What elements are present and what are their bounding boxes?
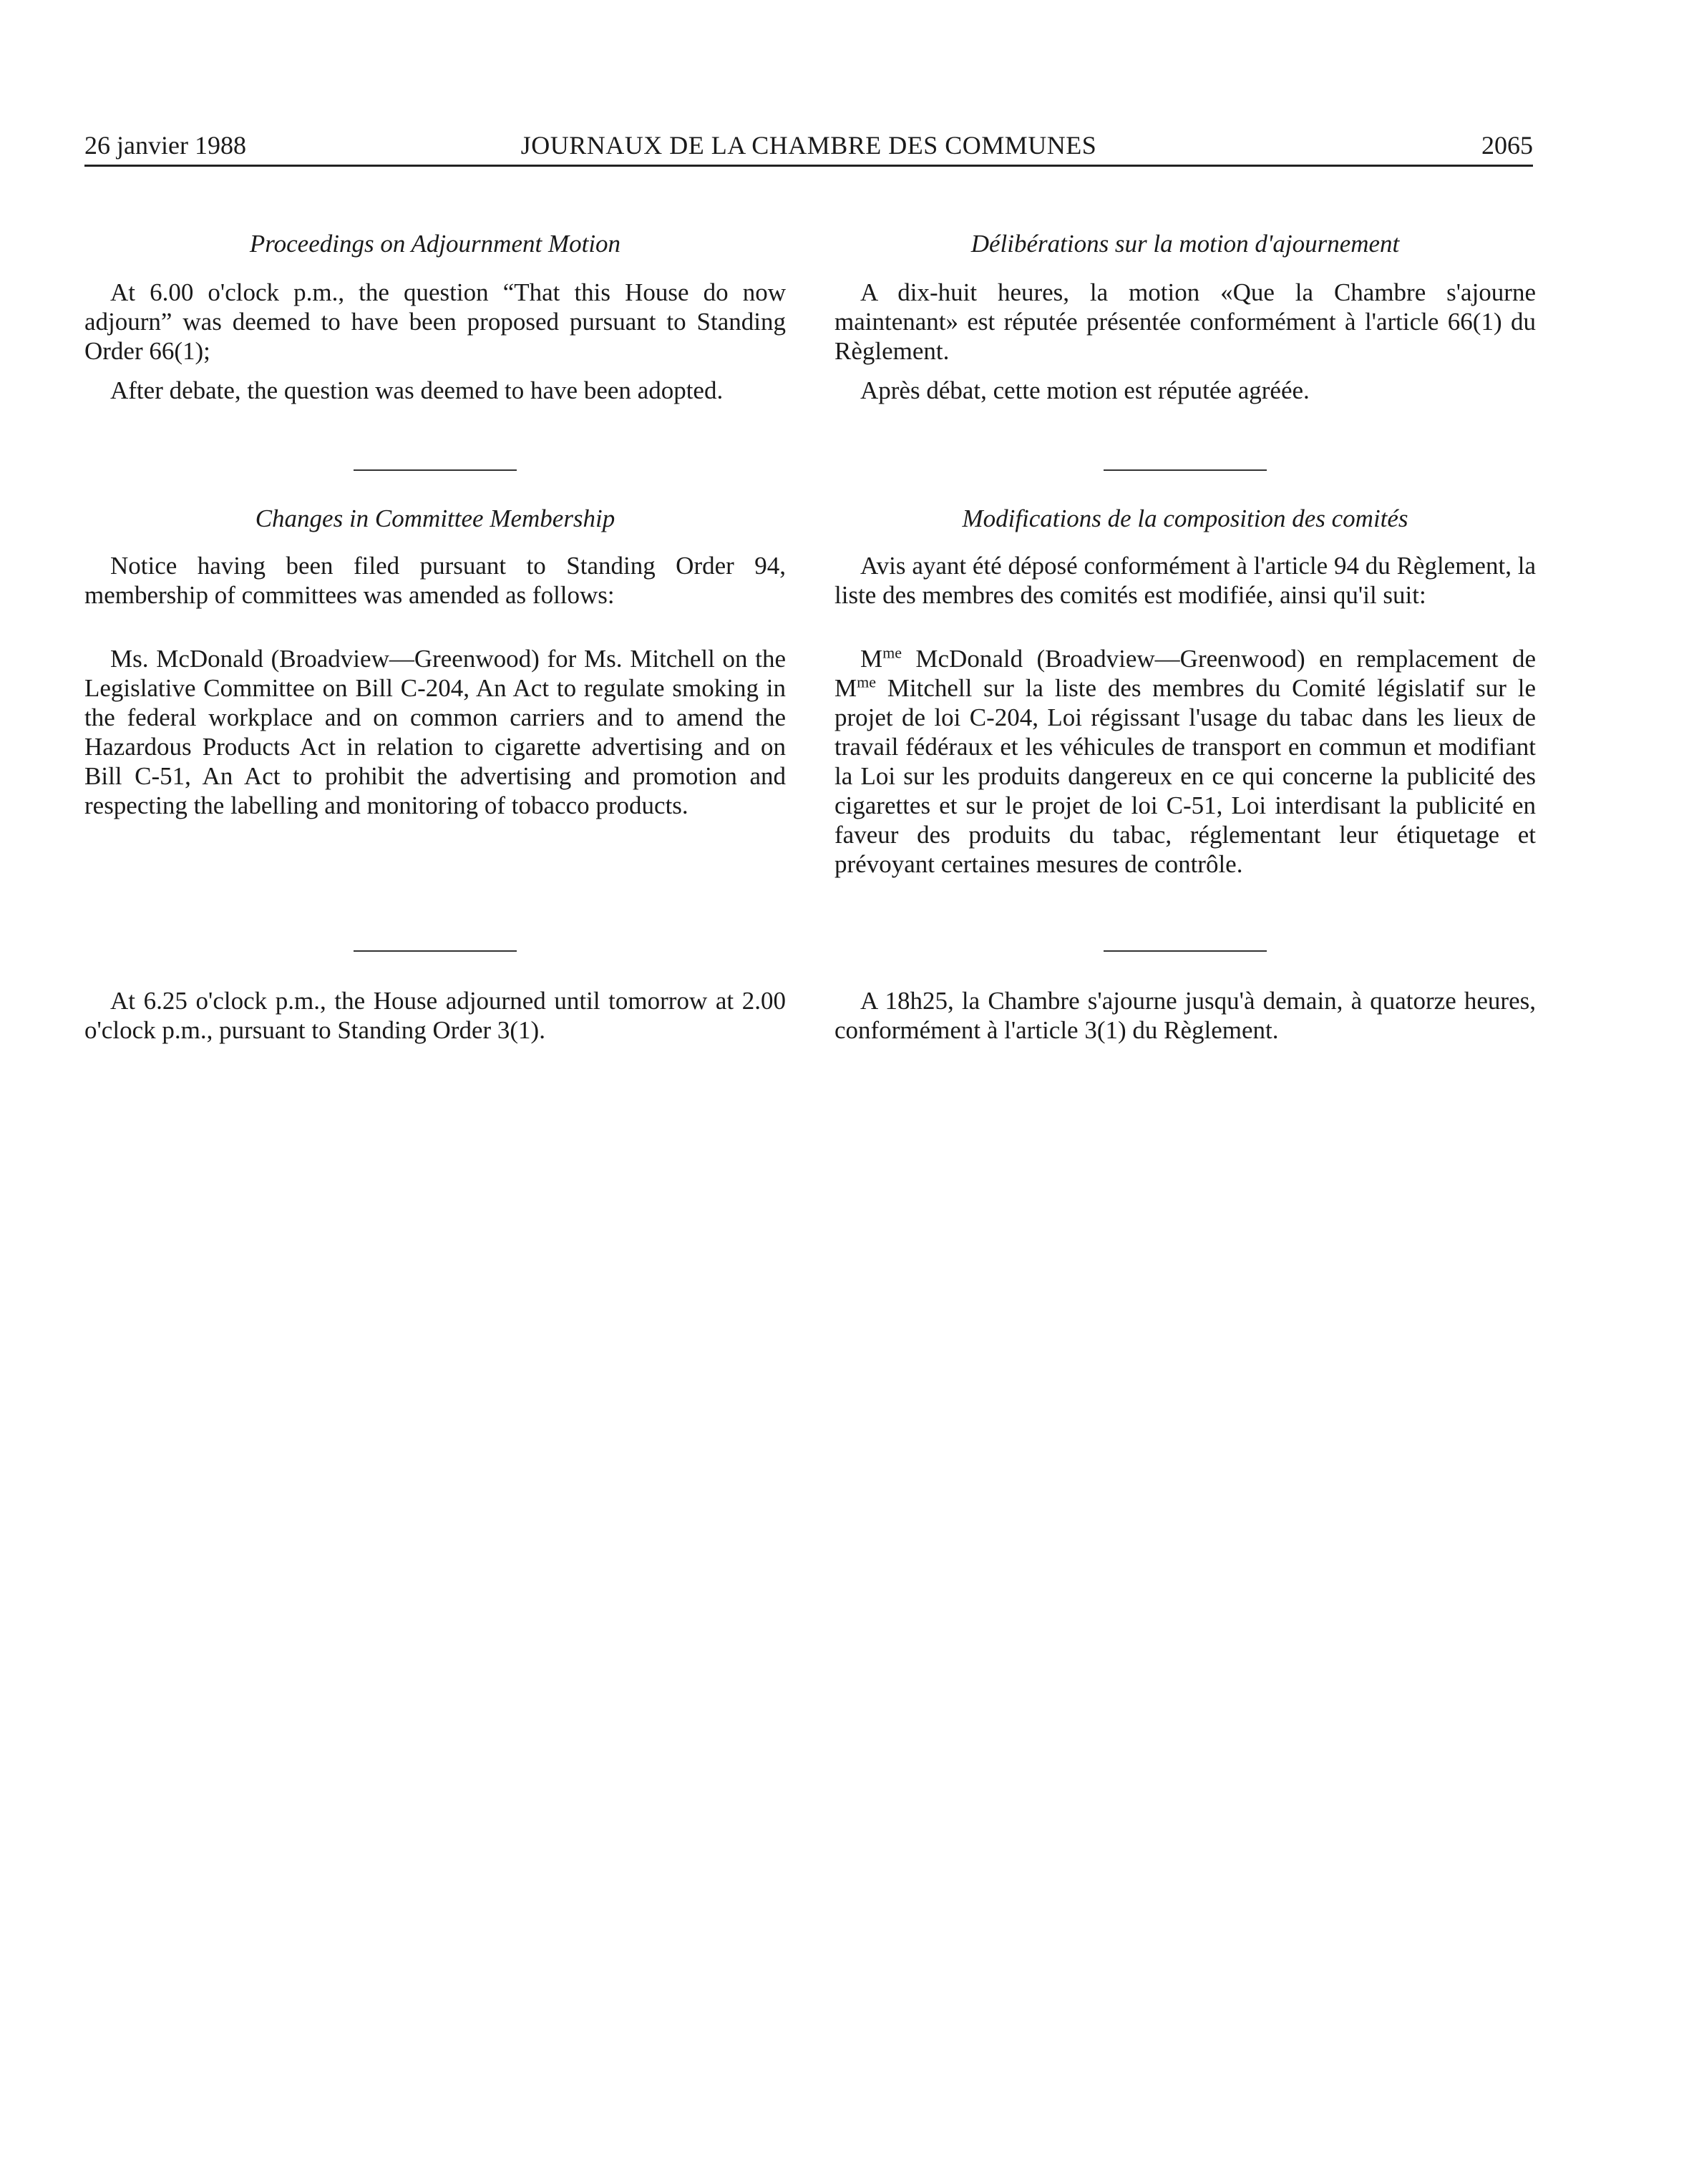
committee-detail-fr [834, 644, 1536, 889]
madame-superscript-1: me [882, 643, 902, 662]
committee-section-en [84, 551, 786, 620]
adjournment-section-fr [834, 278, 1536, 415]
closing-paragraph-en: At 6.25 o'clock p.m., the House adjourned until tomorrow at 2.00 o'clock p.m., pursuant to Standing Order 3(1). [84, 987, 786, 1044]
section-divider-fr-2 [1104, 950, 1267, 952]
committee-text-part-2-fr: Mitchell sur la liste des membres du Comité législatif sur le projet de loi C-204, Loi régissant l'usage du tabac dans les lieux de travail fédéraux et les véhicules de transport en commun et modifiant la Loi sur les produits dangereux en ce qui concerne la publicité des cigarettes et sur le projet de loi C-51, Loi interdisant la publicité en faveur des produits du tabac, réglementant leur étiquetage et prévoyant certaines mesures de contrôle. [834, 674, 1536, 878]
adjournment-heading-fr: Délibérations sur la motion d'ajournement [970, 230, 1400, 258]
closing-section-fr [834, 986, 1536, 1055]
page-header [84, 127, 1533, 167]
committee-heading-fr: Modifications de la composition des comités [962, 504, 1408, 532]
committee-heading-en: Changes in Committee Membership [255, 504, 615, 532]
closing-paragraph-fr: A 18h25, la Chambre s'ajourne jusqu'à demain, à quatorze heures, conformément à l'article 3(1) du Règlement. [834, 987, 1536, 1044]
committee-detail-en [84, 644, 786, 830]
committee-text-part-1-fr: McDonald (Broadview—Greenwood) en remplacement de [902, 645, 1536, 673]
madame-abbrev-2: M [834, 674, 857, 702]
section-divider-fr-1 [1104, 469, 1267, 471]
adjournment-paragraph-2-en: After debate, the question was deemed to have been adopted. [110, 376, 724, 404]
adjournment-paragraph-1-fr: A dix-huit heures, la motion «Que la Chambre s'ajourne maintenant» est réputée présentée conformément à l'article 66(1) du Règlement. [834, 278, 1536, 365]
journal-title: JOURNAUX DE LA CHAMBRE DES COMMUNES [520, 131, 1097, 160]
madame-abbrev-1: M [860, 645, 883, 673]
adjournment-section-en [84, 278, 786, 415]
madame-superscript-2: me [857, 673, 877, 691]
committee-paragraph-2-en: Ms. McDonald (Broadview—Greenwood) for Ms. Mitchell on the Legislative Committee on Bill C-204, An Act to regulate smoking in the federal workplace and on common carriers and to amend the Hazardous Products Act in relation to cigarette advertising and on Bill C-51, An Act to prohibit the advertising and promotion and respecting the labelling and monitoring of tobacco products. [84, 645, 786, 819]
committee-section-fr [834, 551, 1536, 620]
committee-paragraph-1-fr: Avis ayant été déposé conformément à l'article 94 du Règlement, la liste des membres des comités est modifiée, ainsi qu'il suit: [834, 552, 1536, 609]
page-number: 2065 [1481, 131, 1533, 160]
adjournment-paragraph-2-fr: Après débat, cette motion est réputée agréée. [860, 376, 1310, 404]
adjournment-heading-en: Proceedings on Adjournment Motion [249, 230, 621, 258]
committee-paragraph-1-en: Notice having been filed pursuant to Standing Order 94, membership of committees was amended as follows: [84, 552, 786, 609]
adjournment-paragraph-1-en: At 6.00 o'clock p.m., the question “That this House do now adjourn” was deemed to have been proposed pursuant to Standing Order 66(1); [84, 278, 786, 365]
section-divider-en-2 [354, 950, 517, 952]
closing-section-en [84, 986, 786, 1055]
committee-paragraph-2-fr [834, 644, 1536, 879]
section-divider-en-1 [354, 469, 517, 471]
header-date: 26 janvier 1988 [84, 131, 246, 160]
